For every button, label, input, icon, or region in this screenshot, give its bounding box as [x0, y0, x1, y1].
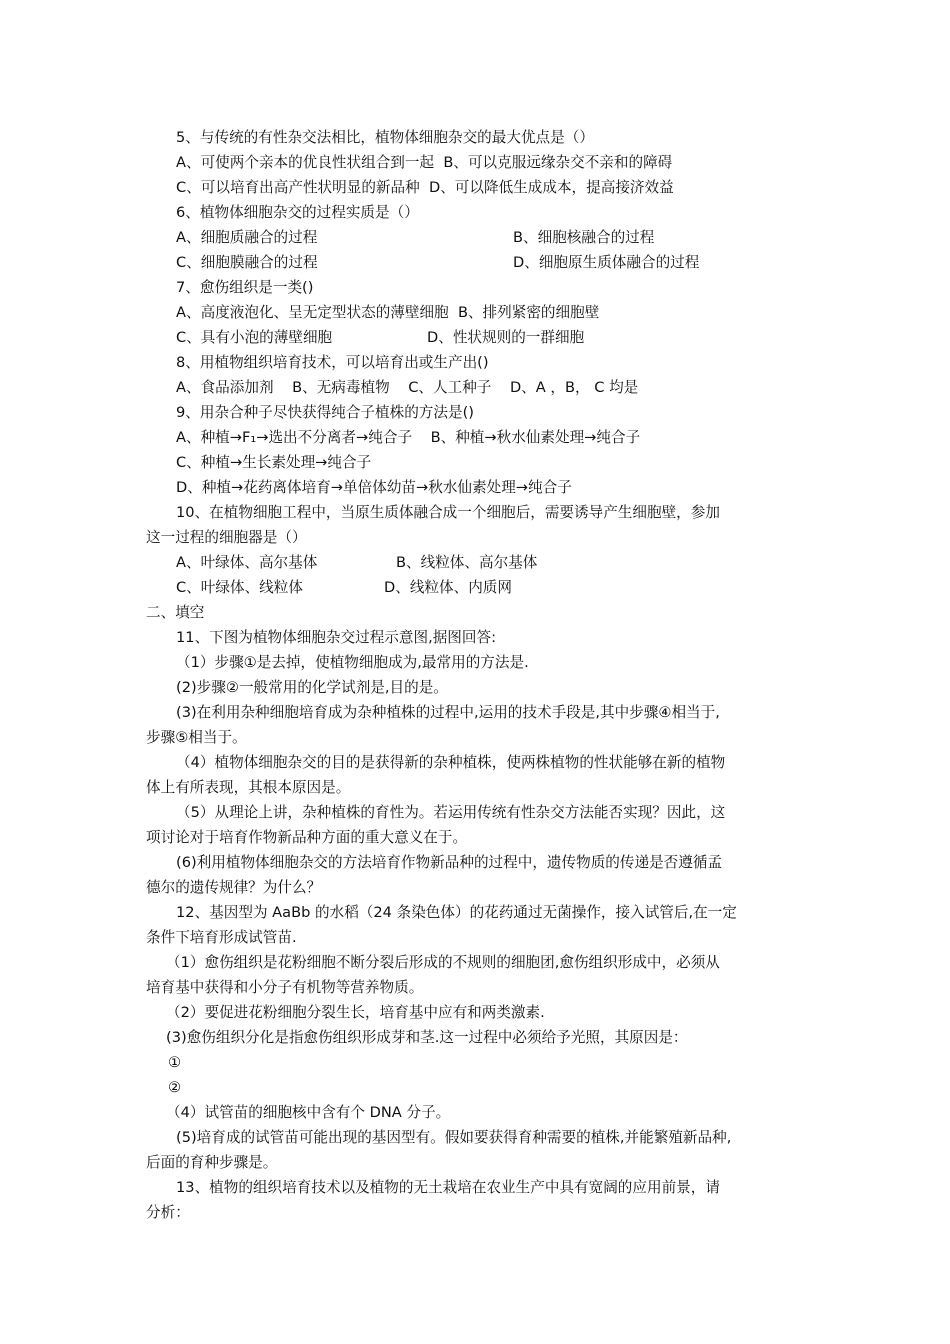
question-12-part-3-item-2: ② [168, 1079, 182, 1096]
question-5: 5、与传统的有性杂交法相比，植物体细胞杂交的最大优点是（） [176, 129, 594, 146]
question-9-option-c: C、种植→生长素处理→纯合子 [176, 454, 372, 471]
question-8-options: A、食品添加剂 B、无病毒植物 C、人工种子 D、A ，B， C 均是 [176, 379, 639, 396]
question-9-option-d: D、种植→花药离体培育→单倍体幼苗→秋水仙素处理→纯合子 [176, 479, 572, 496]
question-9-options-ab: A、种植→F₁→选出不分离者→纯合子 B、种植→秋水仙素处理→纯合子 [176, 429, 641, 446]
question-11-part-4: （4）植物体细胞杂交的目的是获得新的杂种植株，使两株植物的性状能够在新的植物 [176, 754, 726, 771]
question-12-part-3: (3)愈伤组织分化是指愈伤组织形成芽和茎.这一过程中必须给予光照，其原因是： [166, 1029, 688, 1046]
question-12-part-5: (5)培育成的试管苗可能出现的基因型有。假如要获得育种需要的植株,并能繁殖新品种, [176, 1129, 732, 1146]
question-11-part-6: (6)利用植物体细胞杂交的方法培育作物新品种的过程中，遗传物质的传递是否遵循孟 [176, 854, 723, 871]
question-7: 7、愈伤组织是一类() [176, 279, 314, 296]
question-6: 6、植物体细胞杂交的过程实质是（） [176, 204, 419, 221]
question-11: 11、下图为植物体细胞杂交过程示意图,据图回答: [176, 629, 497, 646]
question-6-option-b: B、细胞核融合的过程 [513, 229, 655, 246]
question-12-part-1: （1）愈伤组织是花粉细胞不断分裂后形成的不规则的细胞团,愈伤组织形成中，必须从 [166, 954, 720, 971]
question-13: 13、植物的组织培育技术以及植物的无土栽培在农业生产中具有宽阔的应用前景，请 [176, 1179, 720, 1196]
question-11-part-3-continued: 步骤⑤相当于。 [146, 729, 247, 746]
question-11-part-5: （5）从理论上讲，杂种植株的育性为。若运用传统有性杂交方法能否实现？因此，这 [176, 804, 726, 821]
question-10-option-a: A、叶绿体、高尔基体 [176, 554, 318, 571]
section-heading-fill-in: 二、填空 [146, 604, 205, 621]
question-13-continued: 分析： [146, 1204, 190, 1221]
question-7-option-c: C、具有小泡的薄壁细胞 [176, 329, 333, 346]
question-12-part-4: （4）试管苗的细胞核中含有个 DNA 分子。 [166, 1104, 451, 1121]
question-10-option-d: D、线粒体、内质网 [384, 579, 512, 596]
question-11-part-6-continued: 德尔的遗传规律？为什么？ [146, 879, 322, 896]
question-8: 8、用植物组织培育技术，可以培育出或生产出() [176, 354, 489, 371]
question-9: 9、用杂合种子尽快获得纯合子植株的方法是() [176, 404, 474, 421]
question-12-part-5-continued: 后面的育种步骤是。 [146, 1154, 278, 1171]
question-11-part-4-continued: 体上有所表现，其根本原因是。 [146, 779, 351, 796]
question-11-part-1: （1）步骤①是去掉，使植物细胞成为,最常用的方法是. [176, 654, 529, 671]
question-5-options-ab: A、可使两个亲本的优良性状组合到一起 B、可以克服远缘杂交不亲和的障碍 [176, 154, 673, 171]
question-6-option-c: C、细胞膜融合的过程 [176, 254, 318, 271]
question-12: 12、基因型为 AaBb 的水稻（24 条染色体）的花药通过无菌操作，接入试管后,在一定 [176, 904, 737, 921]
question-10: 10、在植物细胞工程中，当原生质体融合成一个细胞后，需要诱导产生细胞壁，参加 [176, 504, 720, 521]
question-11-part-2: (2)步骤②一般常用的化学试剂是,目的是。 [176, 679, 448, 696]
question-12-part-2: （2）要促进花粉细胞分裂生长，培育基中应有和两类激素. [166, 1004, 545, 1021]
question-12-part-3-item-1: ① [168, 1054, 182, 1071]
question-12-part-1-continued: 培育基中获得和小分子有机物等营养物质。 [146, 979, 424, 996]
question-6-option-d: D、细胞原生质体融合的过程 [513, 254, 700, 271]
question-11-part-5-continued: 项讨论对于培育作物新品种方面的重大意义在于。 [146, 829, 468, 846]
question-12-continued: 条件下培育形成试管苗. [146, 929, 297, 946]
question-10-continued: 这一过程的细胞器是（） [146, 529, 307, 546]
question-7-option-d: D、性状规则的一群细胞 [427, 329, 585, 346]
question-10-option-c: C、叶绿体、线粒体 [176, 579, 303, 596]
question-11-part-3: (3)在利用杂种细胞培育成为杂种植株的过程中,运用的技术手段是,其中步骤④相当于, [176, 704, 720, 721]
question-6-option-a: A、细胞质融合的过程 [176, 229, 318, 246]
question-5-options-cd: C、可以培育出高产性状明显的新品种 D、可以降低生成成本，提高接济效益 [176, 179, 674, 196]
question-7-options-ab: A、高度液泡化、呈无定型状态的薄壁细胞 B、排列紧密的细胞壁 [176, 304, 600, 321]
question-10-option-b: B、线粒体、高尔基体 [396, 554, 538, 571]
